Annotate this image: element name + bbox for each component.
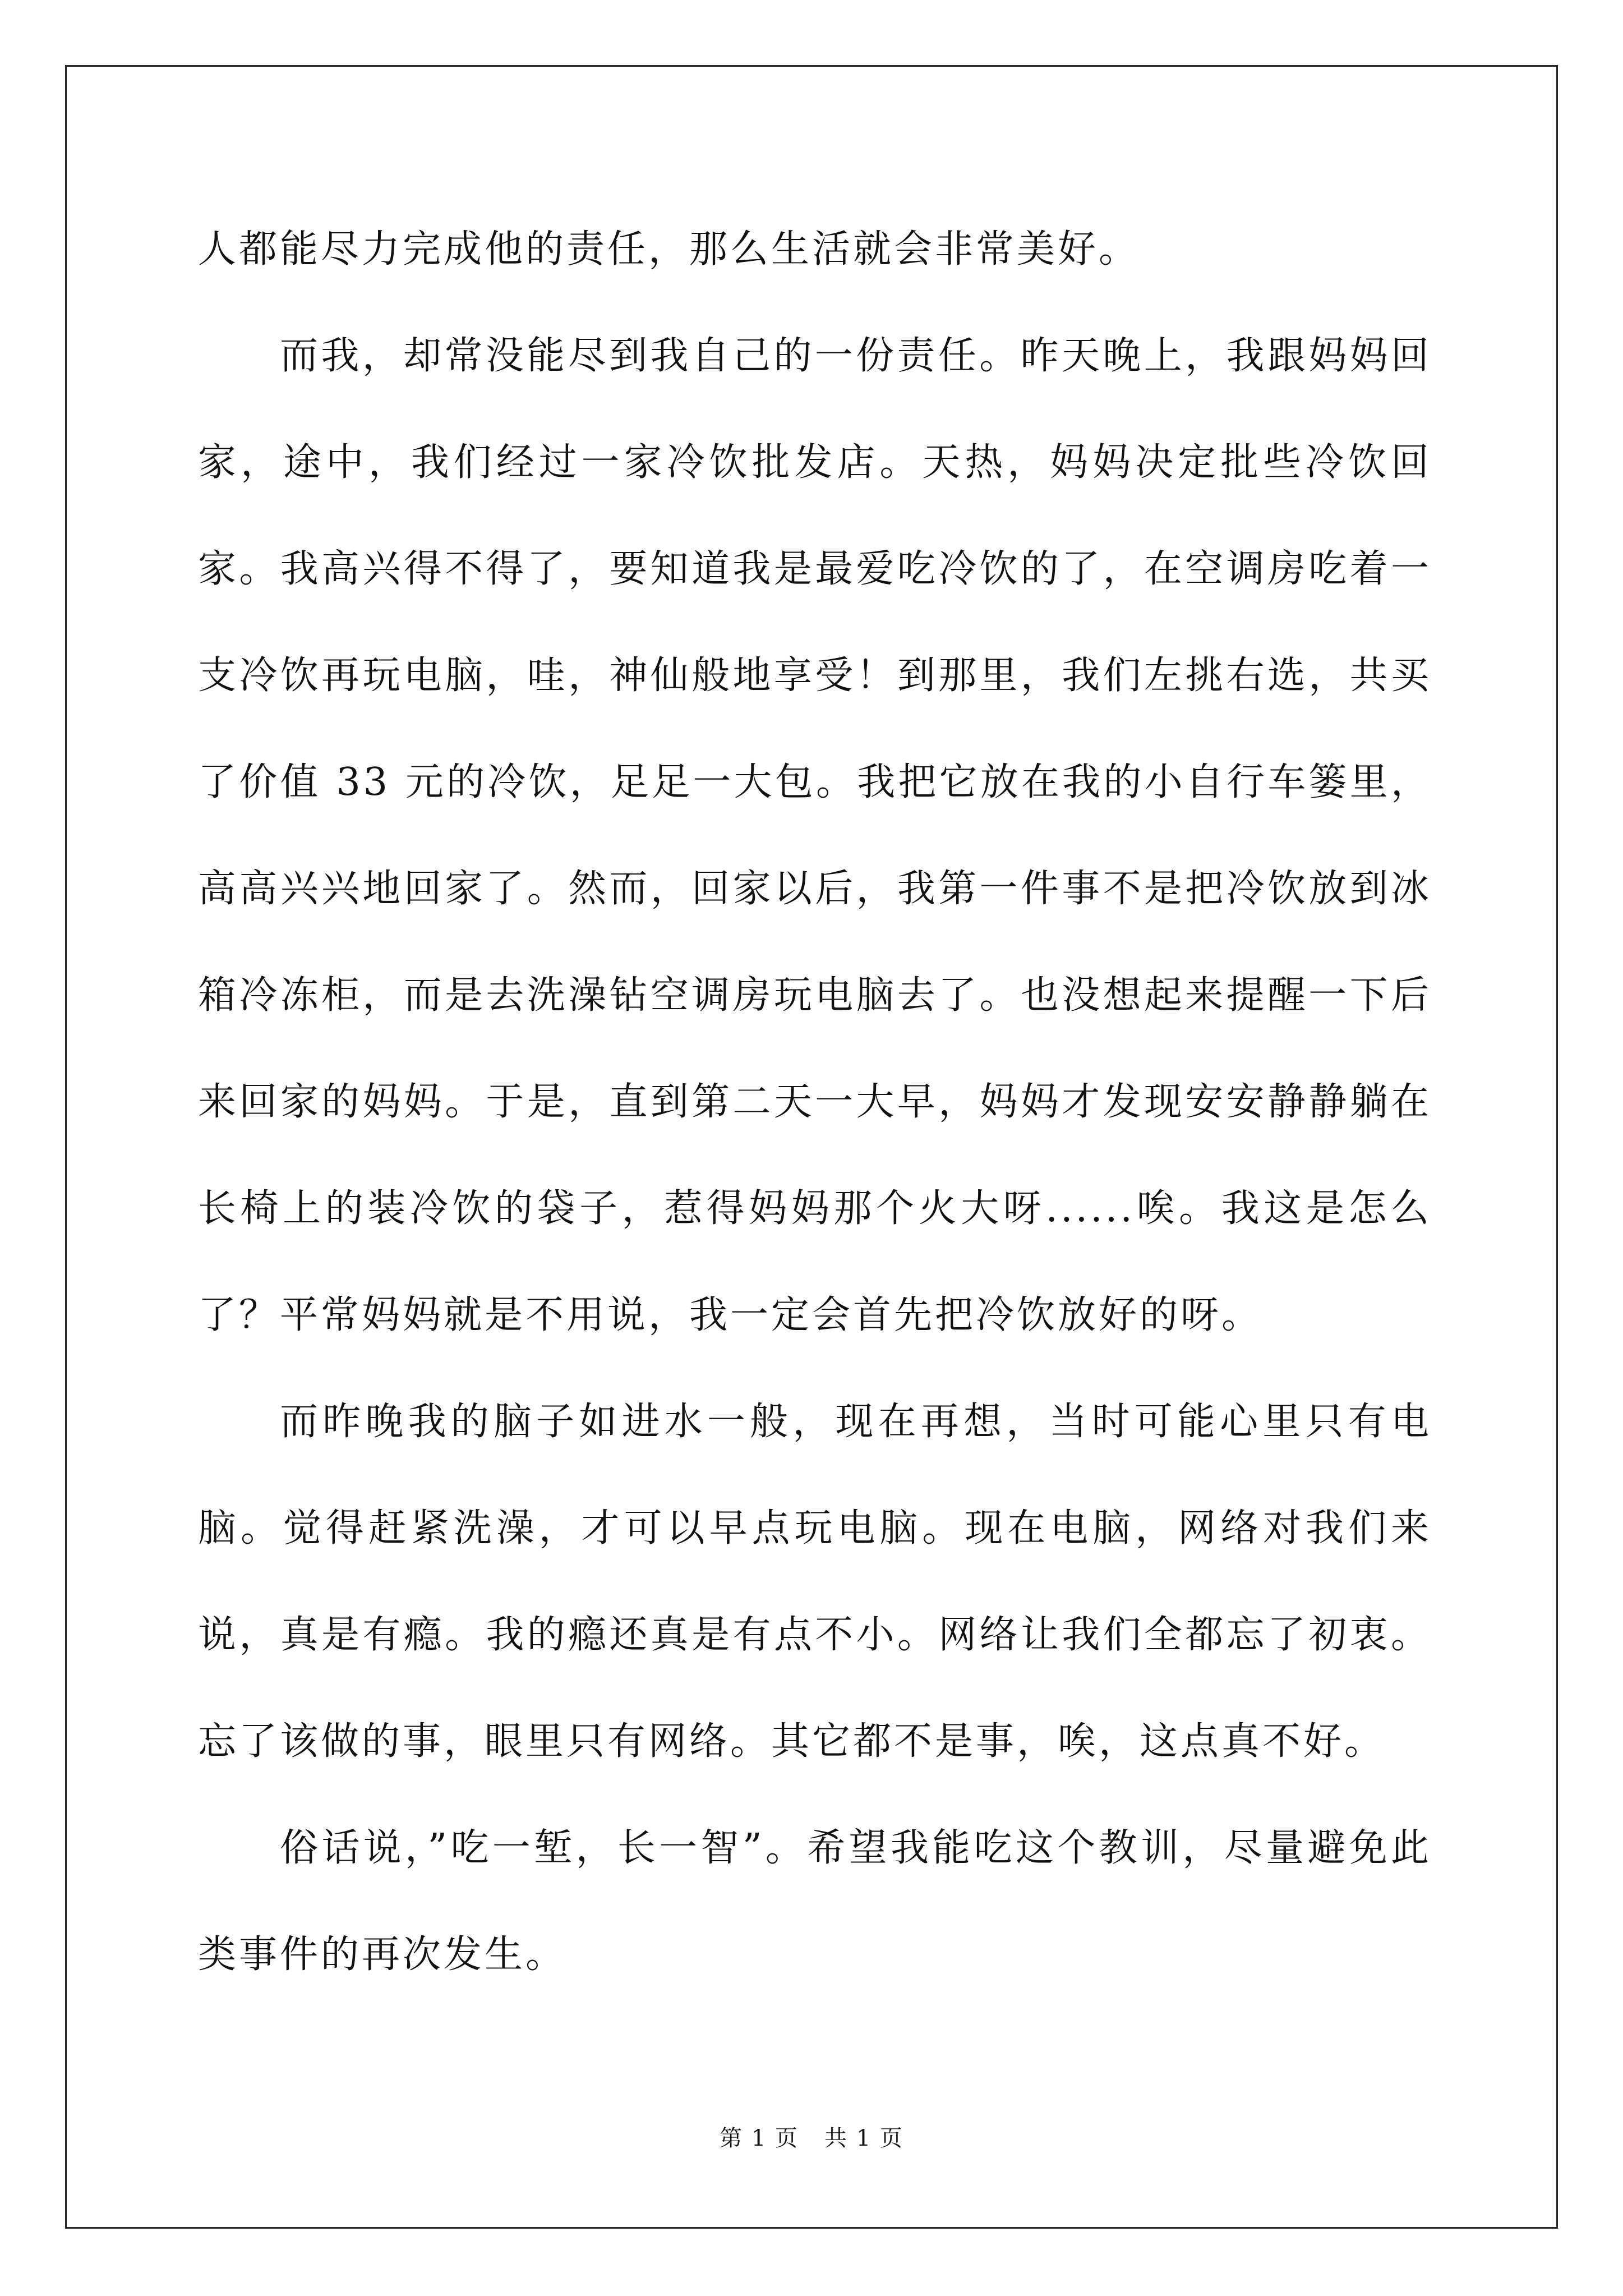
document-body xyxy=(198,196,1432,2008)
paragraph: 人都能尽力完成他的责任，那么生活就会非常美好。 xyxy=(198,227,1140,272)
page-footer xyxy=(0,2120,1623,2152)
paragraph: 而昨晚我的脑子如进水一般，现在再想，当时可能心里只有电脑。觉得赶紧洗澡，才可以早点玩电脑。现在电脑，网络对我们来说，真是有瘾。我的瘾还真是有点不小。网络让我们全都忘了初衷。忘了该做的事，眼里只有网络。其它都不是事，唉，这点真不好。 xyxy=(198,1400,1432,1764)
paragraph: 俗话说，”吃一堑，长一智”。希望我能吃这个教训，尽量避免此类事件的再次发生。 xyxy=(198,1826,1432,1977)
page-number: 第 1 页 xyxy=(720,2125,799,2151)
paragraph: 而我，却常没能尽到我自己的一份责任。昨天晚上，我跟妈妈回家，途中，我们经过一家冷饮批发店。天热，妈妈决定批些冷饮回家。我高兴得不得了，要知道我是最爱吃冷饮的了，在空调房吃着一支冷饮再玩电脑，哇，神仙般地享受！到那里，我们左挑右选，共买了价值 33 元的冷饮，足足一大包。我把它放在我的小自行车篓里，高高兴兴地回家了。然而，回家以后，我第一件事不是把冷饮放到冰箱冷冻柜，而是去洗澡钻空调房玩电脑去了。也没想起来提醒一下后来回家的妈妈。于是，直到第二天一大早，妈妈才发现安安静静躺在长椅上的装冷饮的袋子，惹得妈妈那个火大呀......唉。我这是怎么了？平常妈妈就是不用说，我一定会首先把冷饮放好的呀。 xyxy=(198,334,1432,1337)
page-total: 共 1 页 xyxy=(824,2125,903,2151)
